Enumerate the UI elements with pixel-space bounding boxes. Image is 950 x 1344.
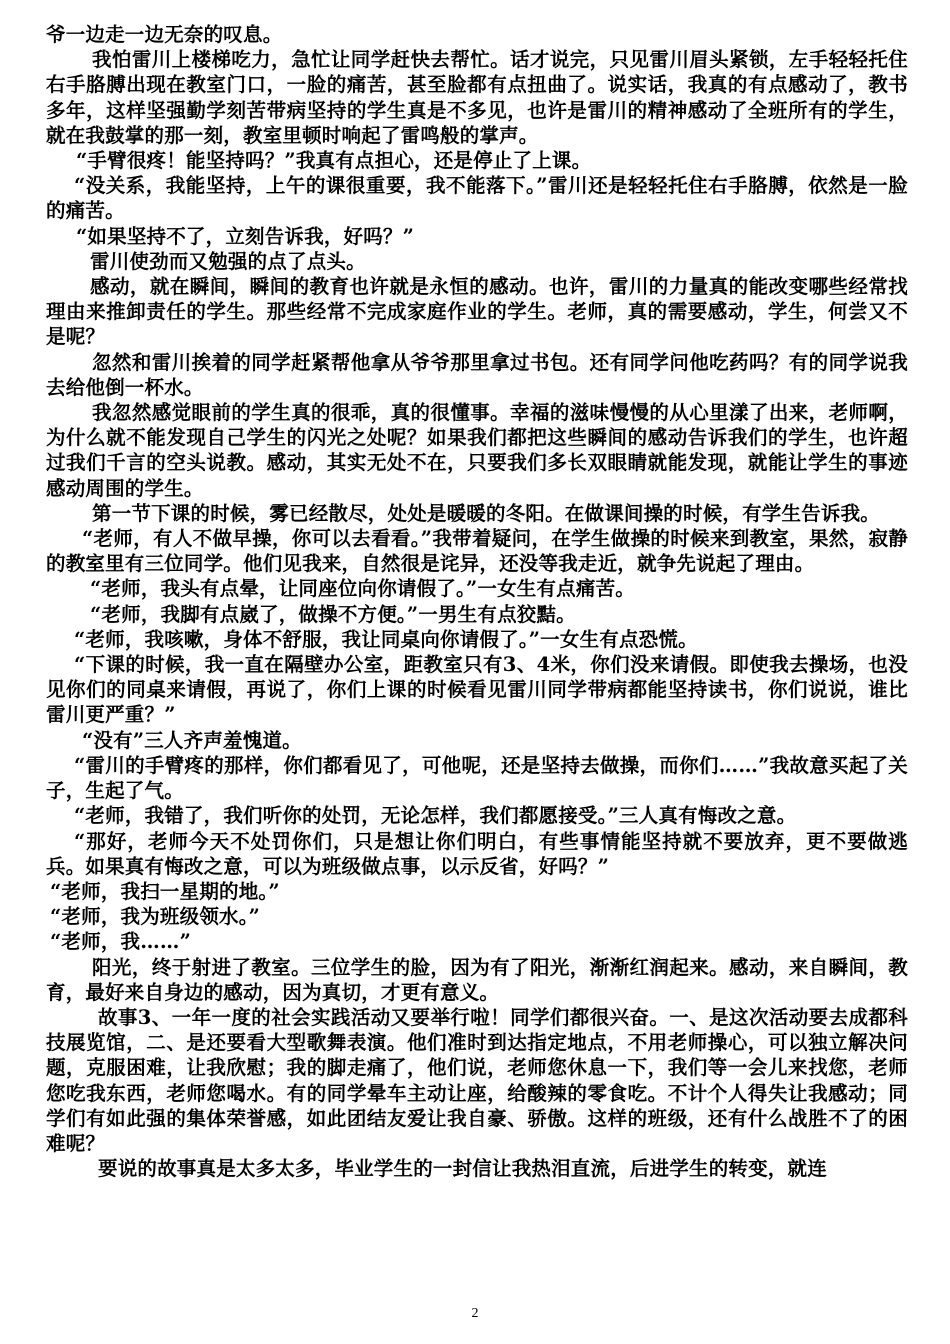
paragraph: “没关系，我能坚持，上午的课很重要，我不能落下。”雷川还是轻轻托住右手胳膊，依然是一脸的痛苦。 xyxy=(46,174,908,223)
paragraph: 雷川使劲而又勉强的点了点头。 xyxy=(90,249,366,273)
paragraph: “老师，我头有点晕，让同座位向你请假了。”一女生有点痛苦。 xyxy=(90,577,635,601)
paragraph: “手臂很疼！能坚持吗？”我真有点担心，还是停止了上课。 xyxy=(76,149,592,173)
paragraph: 阳光，终于射进了教室。三位学生的脸，因为有了阳光，渐渐红润起来。感动，来自瞬间，教育，最好来自身边的感动，因为真切，才更有意义。 xyxy=(46,955,908,1004)
page-number: 2 xyxy=(471,1306,479,1321)
paragraph: 感动，就在瞬间，瞬间的教育也许就是永恒的感动。也许，雷川的力量真的能改变哪些经常找理由来推卸责任的学生。那些经常不完成家庭作业的学生。老师，真的需要感动，学生，何尝又不是呢？ xyxy=(46,275,908,349)
paragraph: “老师，我咳嗽，身体不舒服，我让同桌向你请假了。”一女生有点恐慌。 xyxy=(74,627,698,651)
document-body xyxy=(46,22,908,1181)
paragraph: “老师，我为班级领水。” xyxy=(50,905,261,929)
paragraph: “老师，我错了，我们听你的处罚，无论怎样，我们都愿接受。”三人真有悔改之意。 xyxy=(74,804,797,828)
paragraph: 故事3、一年一度的社会实践活动又要举行啦！同学们都很兴奋。一、是这次活动要去成都科技展览馆，二、是还要看大型歌舞表演。他们准时到达指定地点，不用老师操心，可以独立解决问题，克服困难，让我欣慰；我的脚走痛了，他们说，老师您休息一下，我们等一会儿来找您，老师您吃我东西，老师您喝水。有的同学晕车主动让座，给酸辣的零食吃。不计个人得失让我感动；同学们有如此强的集体荣誉感，如此团结友爱让我自豪、骄傲。这样的班级，还有什么战胜不了的困难呢？ xyxy=(46,1005,908,1155)
paragraph: “没有”三人齐声羞愧道。 xyxy=(82,728,302,752)
paragraph: “老师，我扫一星期的地。” xyxy=(50,879,280,903)
paragraph: 爷一边走一边无奈的叹息。 xyxy=(46,23,283,46)
paragraph: “如果坚持不了，立刻告诉我，好吗？” xyxy=(76,224,415,248)
paragraph: “老师，我脚有点崴了，做操不方便。”一男生有点狡黠。 xyxy=(90,602,576,626)
paragraph: “老师，有人不做早操，你可以去看看。”我带着疑问，在学生做操的时候来到教室，果然，寂静的教室里有三位同学。他们见我来，自然很是诧异，还没等我走近，就争先说起了理由。 xyxy=(46,527,908,576)
paragraph: 我忽然感觉眼前的学生真的很乖，真的很懂事。幸福的滋味慢慢的从心里漾了出来，老师啊，为什么就不能发现自己学生的闪光之处呢？如果我们都把这些瞬间的感动告诉我们的学生，也许超过我们千言的空头说教。感动，其实无处不在，只要我们多长双眼睛就能发现，就能让学生的事迹感动周围的学生。 xyxy=(46,401,908,500)
paragraph: “下课的时候，我一直在隔壁办公室，距教室只有3、4米，你们没来请假。即使我去操场，也没见你们的同桌来请假，再说了，你们上课的时候看见雷川同学带病都能坚持读书，你们说说，谁比雷川更严重？” xyxy=(46,653,908,727)
paragraph: 我怕雷川上楼梯吃力，急忙让同学赶快去帮忙。话才说完，只见雷川眉头紧锁，左手轻轻托住右手胳膊出现在教室门口，一脸的痛苦，甚至脸都有点扭曲了。说实话，我真的有点感动了，教书多年，这样坚强勤学刻苦带病坚持的学生真是不多见，也许是雷川的精神感动了全班所有的学生，就在我鼓掌的那一刻，教室里顿时响起了雷鸣般的掌声。 xyxy=(46,48,908,147)
paragraph: 要说的故事真是太多太多，毕业学生的一封信让我热泪直流，后进学生的转变，就连 xyxy=(98,1157,827,1181)
paragraph: “雷川的手臂疼的那样，你们都看见了，可他呢，还是坚持去做操，而你们……”我故意买起了关子，生起了气。 xyxy=(46,753,908,803)
paragraph: “老师，我……” xyxy=(50,930,192,954)
paragraph: 忽然和雷川挨着的同学赶紧帮他拿从爷爷那里拿过书包。还有同学问他吃药吗？有的同学说我去给他倒一杯水。 xyxy=(46,350,908,399)
paragraph: “那好，老师今天不处罚你们，只是想让你们明白，有些事情能坚持就不要放弃，更不要做逃兵。如果真有悔改之意，可以为班级做点事，以示反省，好吗？” xyxy=(46,829,908,878)
paragraph: 第一节下课的时候，雾已经散尽，处处是暖暖的冬阳。在做课间操的时候，有学生告诉我。 xyxy=(92,501,881,525)
